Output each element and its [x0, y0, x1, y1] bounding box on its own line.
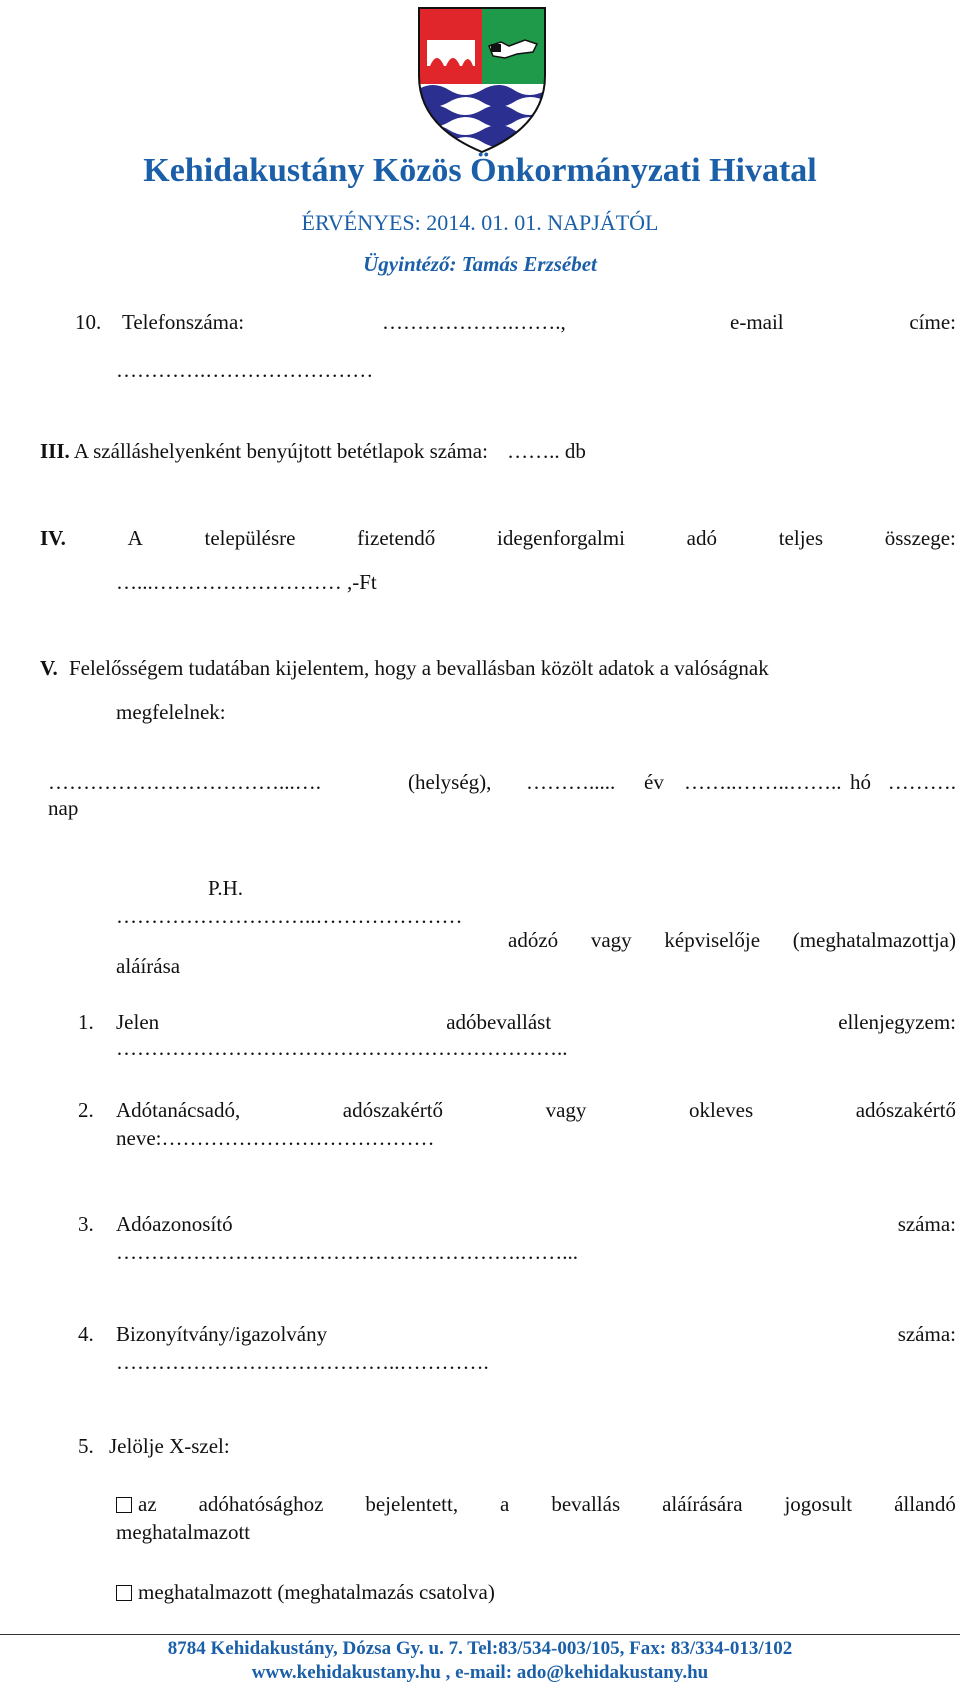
footer-address: 8784 Kehidakustány, Dózsa Gy. u. 7. Tel:83/534-003/105, Fax: 83/334-013/102 — [167, 1638, 793, 1659]
item-word: száma: — [897, 1212, 956, 1236]
stamp-placeholder: P.H. — [208, 876, 244, 900]
item-word: Adóazonosító — [116, 1212, 233, 1236]
checkbox-word: bejelentett, — [365, 1492, 459, 1516]
item-number: 3. — [78, 1212, 94, 1236]
checkbox-word: az — [138, 1492, 157, 1516]
section-3 — [40, 439, 586, 464]
section-3-dots[interactable]: …….. — [507, 439, 560, 463]
item-number: 5. — [78, 1434, 94, 1458]
checkbox-word: a — [500, 1492, 510, 1516]
checkbox-label-attorney: meghatalmazott (meghatalmazás csatolva) — [138, 1580, 495, 1604]
signature-word: adózó — [508, 928, 559, 952]
signature-caption — [508, 928, 956, 953]
phone-number: 10. — [75, 310, 102, 334]
email-label-2: címe: — [909, 310, 956, 334]
section-4-word: fizetendő — [357, 526, 436, 550]
section-5-text-2: megfelelnek: — [116, 700, 226, 724]
checkbox-word: bevallás — [551, 1492, 621, 1516]
item-word: adószakértő — [342, 1098, 444, 1122]
section-4 — [40, 526, 956, 551]
section-5 — [40, 656, 769, 681]
item-3-dots[interactable]: ………………………………………………….……... — [116, 1240, 578, 1264]
footer-divider — [0, 1634, 960, 1635]
email-dots[interactable]: ………….…………………… — [116, 358, 374, 382]
item-5 — [78, 1434, 230, 1459]
item-1-dots[interactable]: ……………………………………………………….. — [116, 1036, 568, 1060]
place-date-row — [48, 770, 956, 795]
item-2-name[interactable]: neve:………………………………… — [116, 1126, 435, 1150]
phone-label: Telefonszáma: — [122, 310, 245, 334]
item-3 — [78, 1212, 956, 1237]
year-label: év — [644, 770, 664, 794]
checkbox-row-permanent[interactable] — [116, 1492, 956, 1517]
phone-dots[interactable]: ……………….……., — [382, 310, 566, 334]
item-word: adószakértő — [855, 1098, 956, 1122]
checkbox-word: jogosult — [784, 1492, 853, 1516]
checkbox-row-attorney[interactable] — [116, 1580, 495, 1605]
signature-word: (meghatalmazottja) — [792, 928, 956, 952]
item-word: száma: — [897, 1322, 956, 1346]
item-word: Bizonyítvány/igazolvány — [116, 1322, 328, 1346]
office-title: Kehidakustány Közös Önkormányzati Hivatal — [143, 152, 817, 189]
item-word: okleves — [688, 1098, 754, 1122]
item-word: adóbevallást — [446, 1010, 552, 1034]
signature-dots[interactable]: ………………………..………………… — [116, 904, 463, 928]
day-label: nap — [48, 796, 79, 820]
item-1 — [78, 1010, 956, 1035]
item-number: 2. — [78, 1098, 94, 1122]
checkbox-word: adóhatósághoz — [198, 1492, 324, 1516]
checkbox-icon[interactable] — [116, 1497, 132, 1513]
item-4-dots[interactable]: …………………………………..…………. — [116, 1350, 489, 1374]
checkbox-label-permanent-2: meghatalmazott — [116, 1520, 251, 1544]
item-number: 1. — [78, 1010, 94, 1034]
month-dots[interactable]: ……..……..…….. — [684, 770, 842, 794]
section-3-text: A szálláshelyenként benyújtott betétlapok száma: — [73, 439, 488, 463]
month-label: hó — [850, 770, 871, 794]
item-word: ellenjegyzem: — [838, 1010, 956, 1034]
item-4 — [78, 1322, 956, 1347]
section-3-number: III. — [40, 439, 70, 463]
place-dots[interactable]: ……………………………...…. — [48, 770, 321, 794]
day-dots[interactable]: ………. — [887, 770, 956, 794]
checkbox-word: állandó — [894, 1492, 956, 1516]
item-2 — [78, 1098, 956, 1123]
section-4-word: adó — [686, 526, 717, 550]
section-4-word: A — [127, 526, 143, 550]
section-4-word: összege: — [884, 526, 956, 550]
phone-row — [75, 310, 956, 335]
footer-web-email[interactable]: www.kehidakustany.hu , e-mail: ado@kehidakustany.hu — [251, 1662, 709, 1683]
item-number: 4. — [78, 1322, 94, 1346]
coat-of-arms-logo — [417, 6, 547, 154]
section-5-number: V. — [40, 656, 58, 680]
year-dots[interactable]: ………..... — [526, 770, 616, 794]
signature-caption-2: aláírása — [116, 954, 181, 978]
item-word: Jelölje X-szel: — [109, 1434, 230, 1458]
section-4-word: településre — [204, 526, 296, 550]
item-word: vagy — [545, 1098, 587, 1122]
signature-word: vagy — [590, 928, 632, 952]
validity-date: ÉRVÉNYES: 2014. 01. 01. NAPJÁTÓL — [301, 210, 659, 235]
section-4-number: IV. — [40, 526, 66, 550]
section-3-unit: db — [564, 439, 586, 463]
section-4-word: teljes — [778, 526, 824, 550]
place-label: (helység), — [408, 770, 492, 794]
checkbox-icon[interactable] — [116, 1585, 132, 1601]
amount-line[interactable]: …...……………………… ,-Ft — [116, 570, 377, 594]
item-word: Jelen — [116, 1010, 160, 1034]
clerk-name: Ügyintéző: Tamás Erzsébet — [363, 252, 597, 276]
email-label: e-mail — [730, 310, 784, 334]
checkbox-word: aláírására — [662, 1492, 743, 1516]
signature-word: képviselője — [664, 928, 761, 952]
section-5-text: Felelősségem tudatában kijelentem, hogy a bevallásban közölt adatok a valóságnak — [68, 656, 769, 680]
section-4-word: idegenforgalmi — [497, 526, 625, 550]
item-word: Adótanácsadó, — [116, 1098, 241, 1122]
